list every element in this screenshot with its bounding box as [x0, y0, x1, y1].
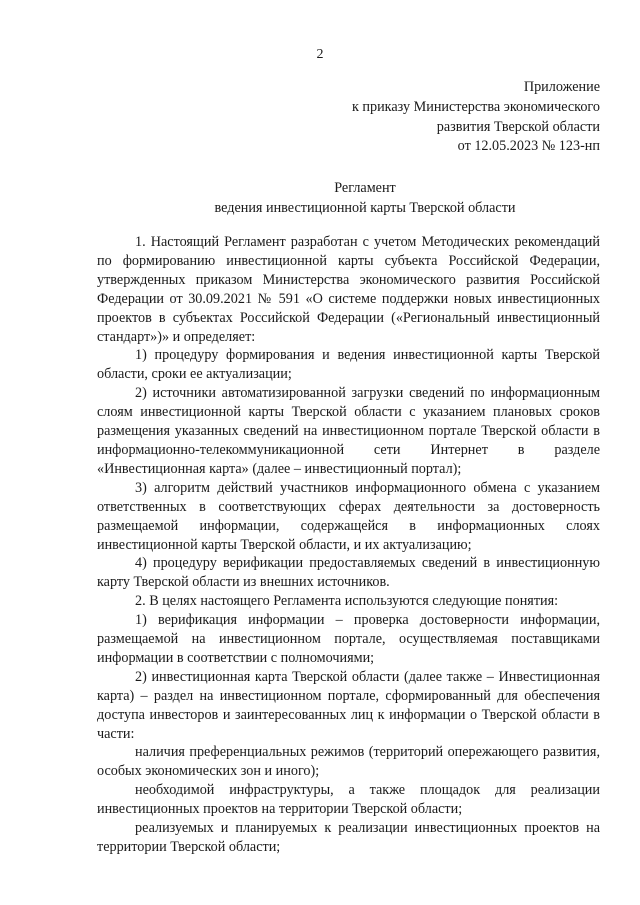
- paragraph: 2) инвестиционная карта Тверской области (далее также – Инвестиционная карта) – раздел на инвестиционном портале, сформированный для обеспечения доступа инвесторов и заинтересованных лиц к информации о Тверской области в части:: [97, 668, 600, 742]
- paragraph: необходимой инфраструктуры, а также площадок для реализации инвестиционных проектов на территории Тверской области;: [97, 782, 600, 818]
- paragraph: 2) источники автоматизированной загрузки сведений по информационным слоям инвестиционной карты Тверской области с указанием плановых сроков размещения указанных сведений на инвестиционном портале Тверской области в информационно-телекоммуникационной сети Интернет в разделе «Инвестиционная карта» (далее – инвестиционный портал);: [97, 385, 600, 477]
- paragraph: 3) алгоритм действий участников информационного обмена с указанием ответственных в соответствующих сферах деятельности за достоверность размещаемой информации, содержащейся в информационных слоях инвестиционной карты Тверской области, и их актуализацию;: [97, 479, 600, 553]
- paragraph: 1) процедуру формирования и ведения инвестиционной карты Тверской области, сроки ее актуализации;: [97, 347, 600, 383]
- paragraph: 1. Настоящий Регламент разработан с учетом Методических рекомендаций по формированию инвестиционной карты субъекта Российской Федерации, утвержденных приказом Министерства экономического развития Российской Федерации от 30.09.2021 № 591 «О системе поддержки новых инвестиционных проектов в субъектах Российской Федерации («Региональный инвестиционный стандарт»)» и определяет:: [97, 234, 600, 345]
- paragraph: 4) процедуру верификации предоставляемых сведений в инвестиционную карту Тверской области из внешних источников.: [97, 555, 600, 591]
- title-line: Регламент: [334, 180, 396, 196]
- document-body: [97, 233, 600, 857]
- title-line: ведения инвестиционной карты Тверской области: [214, 200, 516, 216]
- page-number: 2: [316, 47, 324, 62]
- document-title: [90, 178, 640, 218]
- appendix-line: Приложение: [523, 79, 600, 95]
- paragraph: 2. В целях настоящего Регламента используются следующие понятия:: [135, 593, 559, 610]
- paragraph: 1) верификация информации – проверка достоверности информации, размещаемой на инвестиционном портале, осуществляемая поставщиками информации в соответствии с полномочиями;: [97, 612, 600, 666]
- appendix-line: развития Тверской области: [436, 118, 600, 135]
- paragraph: реализуемых и планируемых к реализации инвестиционных проектов на территории Тверской области;: [97, 820, 600, 855]
- paragraph: наличия преференциальных режимов (территорий опережающего развития, особых экономических зон и иного);: [97, 744, 600, 780]
- appendix-header: [352, 78, 600, 157]
- appendix-line: от 12.05.2023 № 123-нп: [457, 138, 600, 155]
- appendix-line: к приказу Министерства экономического: [351, 98, 600, 115]
